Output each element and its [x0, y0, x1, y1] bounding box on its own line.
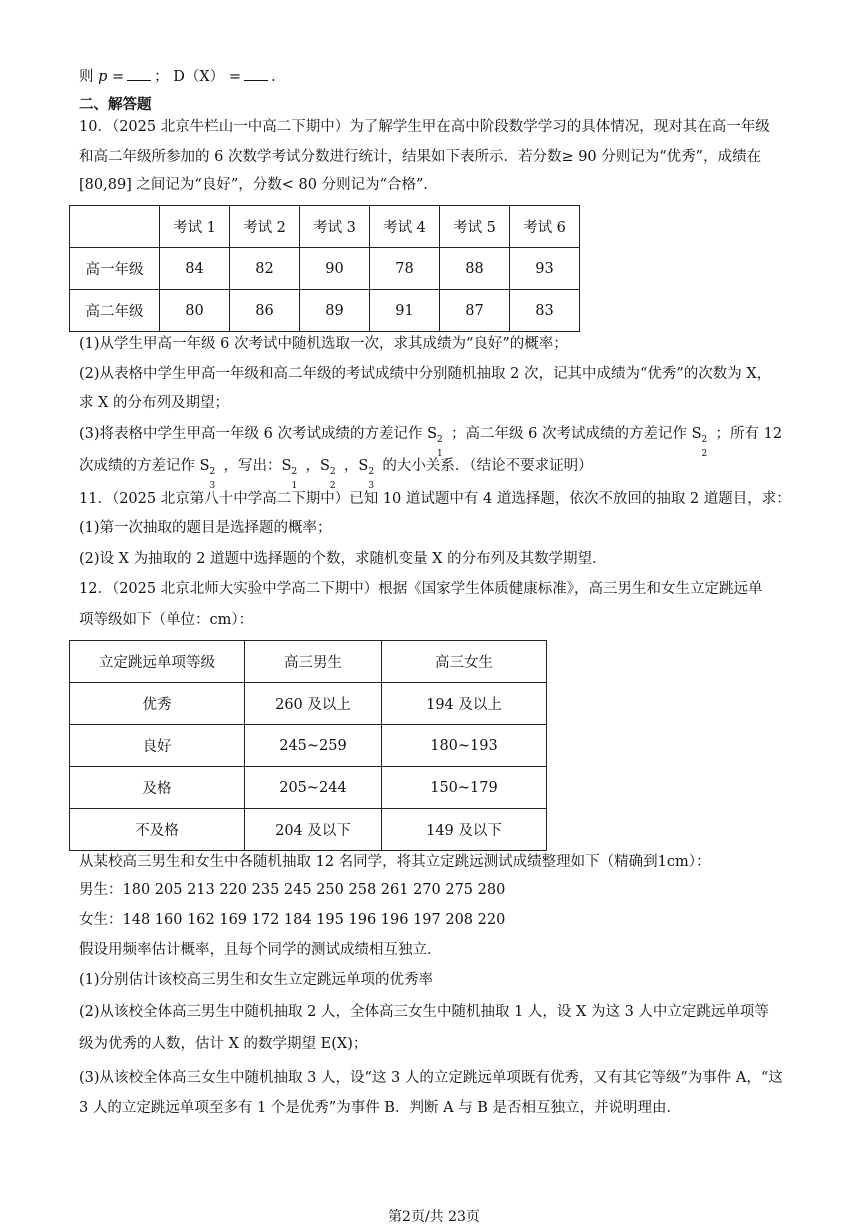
q12-part-2a: (2)从该校全体高三男生中随机抽取 2 人，全体高三女生中随机抽取 1 人，设 X 为这 3 人中立定跳远单项等	[79, 1004, 769, 1020]
table-cell: 82	[230, 248, 300, 290]
table-cell: 及格	[70, 767, 245, 809]
table-cell: 考试 2	[230, 206, 300, 248]
page-footer: 第2页/共 23页	[388, 1209, 480, 1225]
answer-blank-1[interactable]	[127, 66, 151, 81]
text-span: ，写出：S	[223, 458, 292, 474]
q10-part-2b: 求 X 的分布列及期望；	[79, 395, 230, 411]
table-cell: 87	[440, 290, 510, 332]
q12-part-3b: 3 人的立定跳远单项至多有 1 个是优秀”为事件 B．判断 A 与 B 是否相互独立，并说明理由．	[79, 1100, 682, 1116]
table-header-row	[70, 641, 547, 683]
section-title: 二、解答题	[79, 97, 152, 113]
table-cell: 149 及以下	[382, 809, 547, 851]
q12-line-1: 12．（2025 北京北师大实验中学高二下期中）根据《国家学生体质健康标准》，高三男生和女生立定跳远单	[79, 581, 763, 597]
table-cell: 245~259	[245, 725, 382, 767]
semicolon: ；	[154, 69, 169, 85]
table-row	[70, 767, 547, 809]
text-span: 次成绩的方差记作 S	[79, 458, 210, 474]
table-cell: 80	[160, 290, 230, 332]
q10-line-1: 10．（2025 北京牛栏山一中高二下期中）为了解学生甲在高中阶段数学学习的具体情况，现对其在高一年级	[79, 119, 770, 135]
q12-line-2: 项等级如下（单位：cm）：	[79, 612, 254, 628]
table-cell: 考试 4	[370, 206, 440, 248]
q11-part-1: (1)第一次抽取的题目是选择题的概率；	[79, 520, 332, 536]
q12-standard-table	[69, 640, 547, 851]
text-span: (3)将表格中学生甲高一年级 6 次考试成绩的方差记作 S	[79, 426, 438, 442]
table-row	[70, 809, 547, 851]
text-span: ；所有 12	[715, 426, 783, 442]
q12-part-1: (1)分别估计该校高三男生和女生立定跳远单项的优秀率	[79, 972, 434, 988]
var-p: p	[98, 69, 108, 85]
q10-part-3b: 次成绩的方差记作 S 2 3 ，写出：S 2 1 ，S 2 2 ，S 2 3 的大小关系．（结论不要求证明）	[79, 458, 593, 491]
answer-blank-2[interactable]	[244, 66, 268, 81]
table-cell: 考试 6	[510, 206, 580, 248]
q11-part-2: (2)设 X 为抽取的 2 道题中选择题的个数，求随机变量 X 的分布列及其数学期望．	[79, 551, 607, 567]
text-span: ；高二年级 6 次考试成绩的方差记作 S	[451, 426, 702, 442]
table-cell	[70, 206, 160, 248]
table-cell: 高二年级	[70, 290, 160, 332]
q12-assumption: 假设用频率估计概率，且每个同学的测试成绩相互独立．	[79, 942, 442, 958]
table-cell: 93	[510, 248, 580, 290]
table-row	[70, 725, 547, 767]
table-cell: 180~193	[382, 725, 547, 767]
q10-part-3a: (3)将表格中学生甲高一年级 6 次考试成绩的方差记作 S 2 1 ；高二年级 6 次考试成绩的方差记作 S 2 2 ；所有 12	[79, 426, 783, 459]
table-cell: 204 及以下	[245, 809, 382, 851]
table-cell: 立定跳远单项等级	[70, 641, 245, 683]
table-row	[70, 683, 547, 725]
table-cell: 205~244	[245, 767, 382, 809]
q10-line-2: 和高二年级所参加的 6 次数学考试分数进行统计，结果如下表所示．若分数≥ 90 分则记为“优秀”，成绩在	[79, 149, 762, 165]
q12-data-intro: 从某校高三男生和女生中各随机抽取 12 名同学，将其立定跳远测试成绩整理如下（精确到1cm）：	[79, 854, 711, 870]
table-cell: 83	[510, 290, 580, 332]
table-header-row	[70, 206, 580, 248]
table-cell: 91	[370, 290, 440, 332]
eq-sign: =	[112, 69, 125, 85]
table-row	[70, 290, 580, 332]
q10-part-2a: (2)从表格中学生甲高一年级和高二年级的考试成绩中分别随机抽取 2 次，记其中成绩为“优秀”的次数为 X，	[79, 366, 772, 382]
table-cell: 88	[440, 248, 510, 290]
table-row	[70, 248, 580, 290]
q10-score-table	[69, 205, 580, 332]
top-prefix: 则	[79, 69, 94, 85]
table-cell: 84	[160, 248, 230, 290]
var-d: D（X）	[173, 69, 225, 85]
table-cell: 86	[230, 290, 300, 332]
q10-part-1: (1)从学生甲高一年级 6 次考试中随机选取一次，求其成绩为“良好”的概率；	[79, 336, 568, 352]
q11-line-1: 11．（2025 北京第八十中学高二下期中）已知 10 道试题中有 4 道选择题，依次不放回的抽取 2 道题目，求：	[79, 491, 791, 507]
period: .	[271, 69, 276, 85]
table-cell: 194 及以上	[382, 683, 547, 725]
table-cell: 150~179	[382, 767, 547, 809]
table-cell: 89	[300, 290, 370, 332]
table-cell: 考试 1	[160, 206, 230, 248]
table-cell: 考试 3	[300, 206, 370, 248]
table-cell: 78	[370, 248, 440, 290]
eq-sign-2: =	[228, 69, 241, 85]
table-cell: 90	[300, 248, 370, 290]
table-cell: 260 及以上	[245, 683, 382, 725]
top-fill-line	[79, 66, 276, 87]
q12-boys-data: 男生：180 205 213 220 235 245 250 258 261 270 275 280	[79, 882, 506, 898]
q12-girls-data: 女生：148 160 162 169 172 184 195 196 196 197 208 220	[79, 912, 506, 928]
table-cell: 高三男生	[245, 641, 382, 683]
q12-part-2b: 级为优秀的人数，估计 X 的数学期望 E(X)；	[79, 1036, 368, 1052]
text-span: ，S	[343, 458, 369, 474]
table-cell: 良好	[70, 725, 245, 767]
text-span: ，S	[305, 458, 330, 474]
table-cell: 考试 5	[440, 206, 510, 248]
table-cell: 高一年级	[70, 248, 160, 290]
q12-part-3a: (3)从该校全体高三女生中随机抽取 3 人，设“这 3 人的立定跳远单项既有优秀，又有其它等级”为事件 A，“这	[79, 1070, 783, 1086]
table-cell: 不及格	[70, 809, 245, 851]
q10-line-3: [80,89] 之间记为“良好”，分数< 80 分则记为“合格”．	[79, 177, 438, 193]
table-cell: 高三女生	[382, 641, 547, 683]
table-cell: 优秀	[70, 683, 245, 725]
text-span: 的大小关系．（结论不要求证明）	[382, 458, 593, 474]
